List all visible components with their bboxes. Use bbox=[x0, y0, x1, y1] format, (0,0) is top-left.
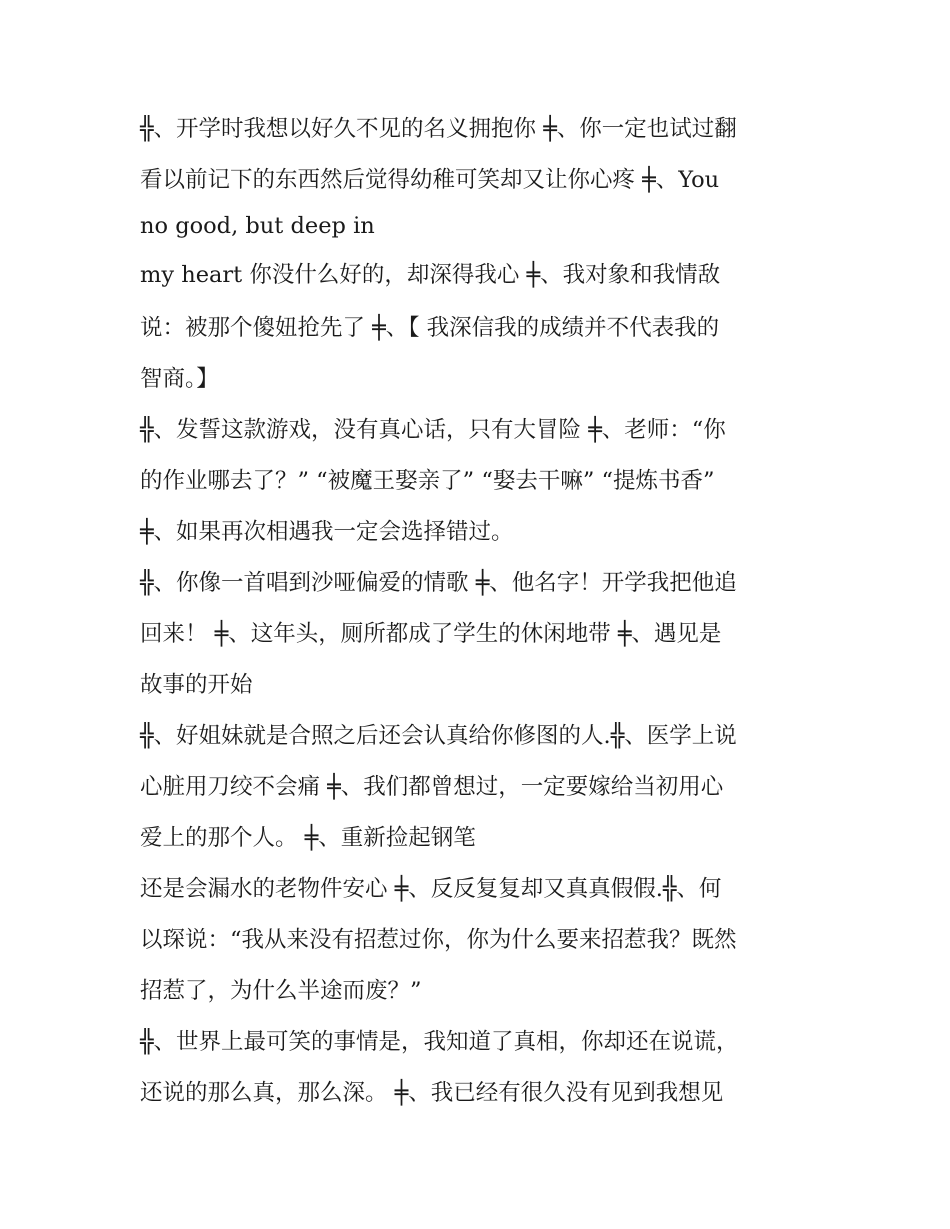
text-line: 还说的那么真，那么深。 ╪、我已经有很久没有见到我想见 bbox=[140, 1080, 724, 1106]
text-line: 的作业哪去了？” “被魔王娶亲了” “娶去干嘛” “提炼书香” bbox=[140, 468, 715, 494]
text-line: 爱上的那个人。 ╪、重新捡起钢笔 bbox=[140, 825, 476, 851]
text-line: 回来！ ╪、这年头，厕所都成了学生的休闲地带 ╪、遇见是 bbox=[140, 621, 722, 647]
text-line: 以琛说：“我从来没有招惹过你，你为什么要来招惹我？既然 bbox=[140, 927, 737, 953]
text-line: 招惹了，为什么半途而废？” bbox=[140, 978, 422, 1004]
text-line: 故事的开始 bbox=[140, 672, 253, 698]
text-line: ╬、世界上最可笑的事情是，我知道了真相，你却还在说谎， bbox=[140, 1029, 739, 1055]
document-body bbox=[140, 104, 820, 1119]
text-line: ╪、如果再次相遇我一定会选择错过。 bbox=[140, 519, 514, 545]
text-line: 还是会漏水的老物件安心 ╪、反反复复却又真真假假.╬、何 bbox=[140, 876, 722, 902]
text-line: my heart 你没什么好的，却深得我心 ╪、我对象和我情敌 bbox=[140, 262, 721, 288]
text-line: 说：被那个傻妞抢先了 ╪、【 我深信我的成绩并不代表我的 bbox=[140, 315, 720, 341]
text-line: ╬、好姐妹就是合照之后还会认真给你修图的人.╬、医学上说 bbox=[140, 723, 737, 749]
text-line: ╬、开学时我想以好久不见的名义拥抱你 ╪、你一定也试过翻 bbox=[140, 116, 737, 142]
text-line: 看以前记下的东西然后觉得幼稚可笑却又让你心疼 ╪、You bbox=[140, 167, 720, 193]
text-line: no good, but deep in bbox=[140, 213, 375, 239]
text-line: 智商。】 bbox=[140, 366, 219, 392]
text-line: ╬、发誓这款游戏，没有真心话，只有大冒险 ╪、老师：“你 bbox=[140, 417, 726, 443]
text-line: ╬、你像一首唱到沙哑偏爱的情歌 ╪、他名字！开学我把他追 bbox=[140, 570, 737, 596]
text-line: 心脏用刀绞不会痛 ╪、我们都曾想过，一定要嫁给当初用心 bbox=[140, 774, 724, 800]
